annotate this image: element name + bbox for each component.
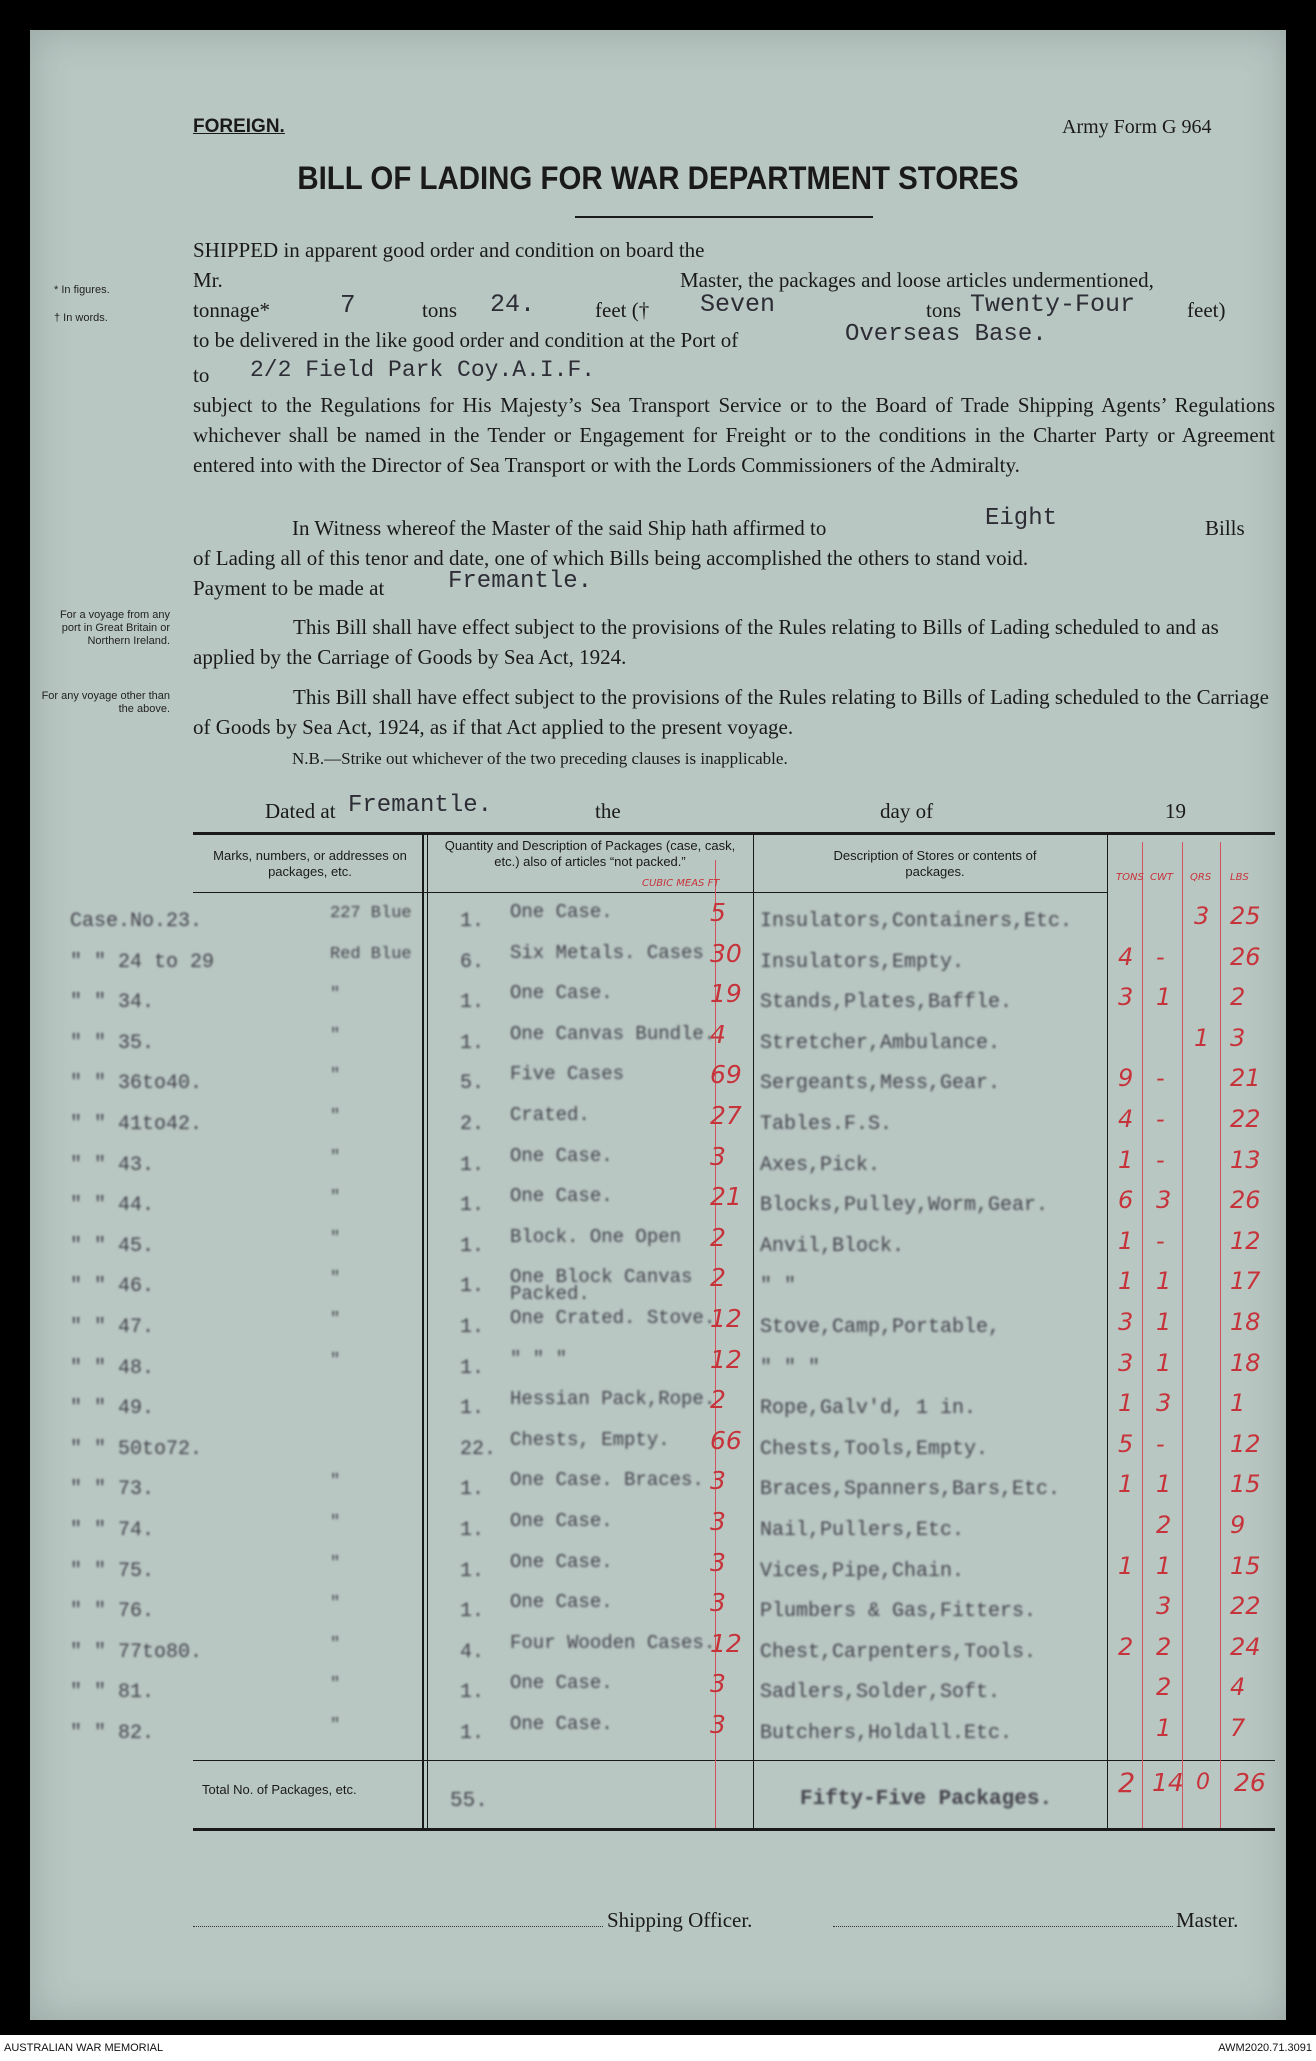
row-package: One Crated. Stove.: [510, 1307, 716, 1329]
shipping-officer-line: [193, 1926, 603, 1927]
red-col-qrs: [1220, 842, 1221, 1828]
row-qrs: 1: [1194, 1023, 1210, 1052]
payment-place: Fremantle.: [448, 568, 593, 595]
row-description: Rope,Galv'd, 1 in.: [760, 1397, 977, 1421]
row-tons: 1: [1118, 1551, 1134, 1580]
row-tons: 3: [1118, 983, 1134, 1012]
table-divider-3: [1107, 832, 1108, 1828]
row-cwt: 3: [1156, 1389, 1172, 1418]
total-label: Total No. of Packages, etc.: [202, 1782, 357, 1797]
total-quantity: 55.: [450, 1790, 488, 1813]
row-cubic-feet: 12: [710, 1304, 742, 1333]
row-cubic-feet: 2: [710, 1263, 726, 1293]
row-cwt: 1: [1156, 1551, 1172, 1580]
row-mark: " " 77to80.: [70, 1640, 203, 1664]
row-mark: " " 47.: [70, 1316, 155, 1339]
row-mark: " " 81.: [70, 1681, 155, 1705]
red-col-cwt: [1182, 842, 1183, 1828]
feet-words: Twenty-Four: [970, 290, 1136, 319]
row-mark-extra: ": [330, 1513, 341, 1532]
witness-line-2: of Lading all of this tenor and date, one of which Bills being accomplished the others to stand void.: [193, 546, 1029, 570]
row-cwt: 2: [1156, 1632, 1172, 1661]
row-quantity: 1.: [460, 1722, 485, 1745]
row-tons: 1: [1118, 1145, 1134, 1174]
row-mark-extra: ": [330, 1634, 341, 1654]
table-bottom-rule: [193, 1828, 1275, 1831]
shipped-line: SHIPPED in apparent good order and condition on board the: [193, 238, 705, 262]
row-quantity: 1.: [460, 1153, 485, 1177]
row-description: Braces,Spanners,Bars,Etc.: [760, 1478, 1061, 1502]
row-mark: " " 43.: [70, 1153, 155, 1177]
total-lbs: 26: [1234, 1768, 1266, 1797]
note-in-words: † In words.: [54, 312, 108, 324]
row-quantity: 1.: [460, 1275, 485, 1299]
clause-other: This Bill shall have effect subject to the provisions of the Rules relating to Bills of Lading scheduled to the Carriage of Goods by Sea Act, 1924, as if that Act applied to the present voyage.: [193, 685, 1269, 739]
tons-label: tons: [422, 298, 458, 322]
row-package: One Case.: [510, 1510, 613, 1532]
row-package: One Case.: [510, 1713, 613, 1735]
row-lbs: 15: [1230, 1470, 1261, 1499]
dated-at-value: Fremantle.: [348, 792, 493, 819]
row-cwt: -: [1156, 1145, 1165, 1174]
archive-reference: AWM2020.71.3091: [1218, 2042, 1312, 2054]
row-cubic-feet: 12: [710, 1628, 742, 1658]
row-tons: 1: [1118, 1389, 1134, 1418]
row-cubic-feet: 19: [710, 979, 742, 1009]
bills-label: Bills: [1205, 516, 1245, 540]
row-mark-extra: ": [330, 1594, 341, 1614]
row-quantity: 1.: [460, 1559, 485, 1583]
row-package: One Case.: [510, 1591, 613, 1614]
row-package: One Case.: [510, 1672, 613, 1695]
row-cubic-feet: 3: [710, 1710, 726, 1739]
row-cubic-feet: 3: [710, 1547, 726, 1577]
row-package: Crated.: [510, 1104, 590, 1126]
row-mark: " " 73.: [70, 1478, 155, 1502]
row-description: " " ": [760, 1356, 821, 1380]
row-package: One Case.: [510, 1144, 613, 1167]
row-package: One Case.: [510, 1185, 613, 1208]
row-tons: 3: [1118, 1348, 1134, 1377]
row-quantity: 1.: [460, 1600, 485, 1624]
row-mark: " " 35.: [70, 1031, 155, 1055]
regulations-paragraph: subject to the Regulations for His Majesty’s Sea Transport Service or to the Board of Trade Shipping Agents’ Regulations whichever shall be named in the Tender or Engagement for Freight or to the conditions in the Charter Party or Agreement entered into with the Director of Sea Transport or with the Lords Commissioners of the Admiralty.: [193, 393, 1275, 477]
row-quantity: 6.: [460, 950, 485, 974]
master-line: Master, the packages and loose articles undermentioned,: [680, 268, 1154, 292]
row-lbs: 24: [1230, 1632, 1261, 1661]
dated-at-label: Dated at: [265, 799, 336, 823]
row-tons: 5: [1118, 1429, 1134, 1458]
document-page: [30, 30, 1286, 2020]
master-label: Master.: [1176, 1908, 1239, 1932]
row-description: Sergeants,Mess,Gear.: [760, 1072, 1001, 1096]
row-cwt: -: [1156, 1105, 1165, 1133]
row-cubic-feet: 4: [710, 1019, 726, 1049]
col-marks-header: Marks, numbers, or addresses on packages, etc.: [213, 848, 407, 879]
row-lbs: 18: [1230, 1348, 1261, 1377]
row-tons: 1: [1118, 1470, 1134, 1499]
row-mark-extra: ": [330, 985, 341, 1005]
row-description: Stands,Plates,Baffle.: [760, 991, 1013, 1015]
row-quantity: 1.: [460, 1681, 485, 1705]
row-description: Vices,Pipe,Chain.: [760, 1559, 965, 1583]
port-value: Overseas Base.: [845, 321, 1047, 348]
row-cubic-feet: 66: [710, 1425, 742, 1455]
row-description: Stove,Camp,Portable,: [760, 1316, 1001, 1339]
row-quantity: 1.: [460, 1397, 485, 1421]
row-package: One Canvas Bundle.: [510, 1022, 716, 1045]
row-quantity: 1.: [460, 1478, 485, 1502]
row-cubic-feet: 3: [710, 1141, 726, 1171]
row-cubic-feet: 3: [710, 1588, 726, 1618]
delivery-line: to be delivered in the like good order and condition at the Port of: [193, 328, 739, 352]
row-cubic-feet: 69: [710, 1060, 742, 1090]
consignee-value: 2/2 Field Park Coy.A.I.F.: [250, 357, 596, 383]
row-mark-extra: ": [330, 1350, 341, 1370]
row-lbs: 18: [1230, 1308, 1261, 1336]
note-voyage-uk: For a voyage from any port in Great Britain or Northern Ireland.: [59, 609, 170, 647]
row-cwt: 3: [1156, 1186, 1172, 1215]
row-mark: " " 46.: [70, 1275, 155, 1299]
row-mark: " " 49.: [70, 1397, 155, 1421]
col-quantity-header: Quantity and Description of Packages (case, cask, etc.) also of articles “not packed.”: [444, 838, 736, 869]
row-mark-extra: ": [330, 1188, 341, 1208]
day-of-label: day of: [880, 799, 934, 823]
row-cubic-feet: 2: [710, 1385, 726, 1415]
row-package: Chests, Empty.: [510, 1428, 670, 1451]
row-description: " ": [760, 1275, 797, 1299]
row-cwt: 1: [1156, 1308, 1172, 1336]
row-description: Insulators,Containers,Etc.: [760, 910, 1073, 933]
row-description: Chest,Carpenters,Tools.: [760, 1640, 1037, 1664]
row-quantity: 4.: [460, 1640, 485, 1664]
archive-name: AUSTRALIAN WAR MEMORIAL: [4, 2042, 164, 2054]
row-description: Insulators,Empty.: [760, 950, 965, 974]
row-quantity: 1.: [460, 1031, 485, 1055]
head-qrs: QRS: [1190, 872, 1212, 883]
row-package: Hessian Pack,Rope.: [510, 1388, 716, 1411]
row-lbs: 3: [1230, 1023, 1246, 1052]
row-package: Block. One Open: [510, 1225, 682, 1248]
row-cubic-feet: 27: [710, 1101, 742, 1130]
row-description: Chests,Tools,Empty.: [760, 1437, 989, 1461]
row-package: One Case. Braces.: [510, 1469, 704, 1492]
row-description: Butchers,Holdall.Etc.: [760, 1722, 1013, 1745]
master-sign-line: [833, 1926, 1173, 1927]
red-col-tons: [1142, 842, 1143, 1828]
row-quantity: 1.: [460, 1316, 485, 1339]
archive-footer: [0, 2035, 1316, 2061]
note-in-figures: * In figures.: [54, 284, 110, 296]
row-lbs: 22: [1230, 1105, 1261, 1133]
row-mark: " " 44.: [70, 1194, 155, 1218]
row-mark-extra: ": [330, 1310, 341, 1329]
row-tons: 1: [1118, 1267, 1134, 1296]
row-lbs: 13: [1230, 1145, 1261, 1174]
total-tons: 2: [1118, 1768, 1136, 1799]
row-cwt: -: [1156, 1064, 1165, 1093]
head-lbs: LBS: [1230, 872, 1249, 883]
row-description: Sadlers,Solder,Soft.: [760, 1681, 1001, 1705]
row-description: Anvil,Block.: [760, 1234, 905, 1258]
row-mark-extra: ": [330, 1553, 341, 1573]
row-tons: 6: [1118, 1186, 1134, 1215]
col-description-header: Description of Stores or contents of packages.: [833, 848, 1037, 879]
document-title: BILL OF LADING FOR WAR DEPARTMENT STORES: [297, 160, 1019, 196]
row-lbs: 17: [1230, 1267, 1261, 1296]
to-label: to: [193, 363, 210, 387]
row-package: Four Wooden Cases.: [510, 1631, 716, 1654]
row-mark: " " 76.: [70, 1600, 155, 1624]
row-package: " " ": [510, 1347, 568, 1370]
row-lbs: 7: [1230, 1714, 1246, 1742]
row-lbs: 22: [1230, 1592, 1261, 1621]
row-mark-extra: ": [330, 1472, 341, 1492]
row-mark-extra: ": [330, 1675, 341, 1695]
tons-figure: 7: [340, 290, 356, 320]
nb-note: N.B.—Strike out whichever of the two preceding clauses is inapplicable.: [292, 749, 788, 768]
total-cwt: 14: [1152, 1768, 1184, 1797]
row-mark: " " 45.: [70, 1234, 155, 1258]
total-qrs: 0: [1196, 1770, 1210, 1795]
row-lbs: 2: [1230, 983, 1246, 1012]
row-description: Blocks,Pulley,Worm,Gear.: [760, 1194, 1049, 1218]
row-mark-extra: ": [330, 1025, 341, 1045]
row-lbs: 15: [1230, 1551, 1261, 1580]
row-cubic-feet: 12: [710, 1344, 742, 1374]
head-cwt: CWT: [1150, 872, 1173, 883]
row-cwt: 2: [1156, 1511, 1172, 1539]
note-voyage-other: For any voyage other than the above.: [41, 690, 170, 715]
form-number: Army Form G 964: [1062, 116, 1212, 138]
row-package: One Case.: [510, 901, 613, 923]
tons-label-2: tons: [926, 298, 962, 322]
row-cwt: -: [1156, 942, 1165, 971]
row-mark-extra: Red Blue: [330, 944, 412, 964]
row-cubic-feet: 2: [710, 1222, 726, 1252]
row-mark-extra: ": [330, 1228, 341, 1248]
row-cwt: 3: [1156, 1592, 1172, 1621]
row-cwt: -: [1156, 1429, 1165, 1458]
feet-figure: 24.: [490, 290, 536, 319]
table-divider-1b: [427, 832, 428, 1828]
row-quantity: 1.: [460, 1356, 485, 1380]
row-tons: 3: [1118, 1308, 1134, 1336]
row-description: Tables.F.S.: [760, 1113, 893, 1136]
row-quantity: 1.: [460, 1194, 485, 1218]
row-cwt: 1: [1156, 1267, 1172, 1296]
row-tons: 2: [1118, 1632, 1134, 1661]
row-quantity: 1.: [460, 1519, 485, 1542]
row-lbs: 21: [1230, 1064, 1261, 1093]
title-underline: [575, 216, 873, 218]
row-mark: " " 48.: [70, 1356, 155, 1380]
row-tons: 4: [1118, 942, 1134, 971]
row-lbs: 1: [1230, 1389, 1246, 1418]
row-lbs: 12: [1230, 1226, 1261, 1255]
row-cwt: 1: [1156, 983, 1172, 1012]
row-mark-extra: ": [330, 1716, 341, 1735]
row-mark: " " 50to72.: [70, 1437, 203, 1461]
row-mark: " " 74.: [70, 1519, 155, 1542]
row-quantity: 1.: [460, 991, 485, 1015]
clause-uk: This Bill shall have effect subject to the provisions of the Rules relating to Bills of Lading scheduled to and as applied by the Carriage of Goods by Sea Act, 1924.: [193, 615, 1219, 669]
cubic-feet-header: CUBIC MEAS FT: [642, 878, 720, 889]
year-label: 19: [1165, 799, 1186, 823]
table-divider-1: [422, 832, 424, 1828]
shipping-officer-label: Shipping Officer.: [607, 1908, 753, 1932]
row-mark: " " 24 to 29: [70, 950, 215, 974]
total-description: Fifty-Five Packages.: [800, 1788, 1053, 1811]
row-package: Six Metals. Cases: [510, 941, 704, 964]
row-qrs: 3: [1194, 902, 1210, 930]
row-mark: " " 34.: [70, 991, 155, 1015]
row-lbs: 26: [1230, 942, 1261, 971]
row-description: Plumbers & Gas,Fitters.: [760, 1600, 1037, 1624]
row-description: Nail,Pullers,Etc.: [760, 1519, 965, 1542]
row-quantity: 22.: [460, 1437, 497, 1461]
head-tons: TONS: [1116, 872, 1144, 883]
the-label: the: [595, 799, 621, 823]
row-lbs: 4: [1230, 1673, 1246, 1702]
row-mark: " " 75.: [70, 1559, 155, 1583]
row-mark: " " 36to40.: [70, 1072, 203, 1096]
table-total-rule: [193, 1760, 1275, 1761]
row-cwt: 1: [1156, 1348, 1172, 1377]
row-mark: " " 41to42.: [70, 1113, 203, 1136]
bills-count: Eight: [985, 505, 1058, 532]
row-lbs: 25: [1230, 902, 1261, 930]
row-mark-extra: 227 Blue: [330, 904, 412, 923]
table-header-rule: [193, 892, 1107, 893]
row-tons: 9: [1118, 1064, 1134, 1093]
payment-label: Payment to be made at: [193, 576, 385, 600]
row-cwt: 2: [1156, 1673, 1172, 1702]
row-cwt: 1: [1156, 1714, 1172, 1742]
row-cubic-feet: 21: [710, 1182, 742, 1212]
row-lbs: 9: [1230, 1511, 1246, 1539]
row-quantity: 2.: [460, 1113, 485, 1136]
row-package: One Case.: [510, 982, 613, 1005]
row-quantity: 1.: [460, 910, 485, 933]
row-quantity: 5.: [460, 1072, 485, 1096]
table-top-rule: [193, 832, 1275, 835]
row-cubic-feet: 3: [710, 1669, 726, 1699]
row-lbs: 12: [1230, 1429, 1261, 1458]
tonnage-label: tonnage*: [193, 298, 270, 322]
table-divider-2: [753, 832, 754, 1828]
row-tons: 4: [1118, 1105, 1134, 1133]
row-quantity: 1.: [460, 1234, 485, 1258]
row-mark-extra: ": [330, 1147, 341, 1167]
foreign-label: FOREIGN.: [193, 116, 285, 137]
row-cubic-feet: 30: [710, 938, 742, 968]
row-mark: " " 82.: [70, 1722, 155, 1745]
row-cwt: 1: [1156, 1470, 1172, 1499]
row-mark-extra: ": [330, 1107, 341, 1126]
feet-label: feet (†: [595, 298, 650, 322]
row-description: Stretcher,Ambulance.: [760, 1031, 1001, 1055]
row-lbs: 26: [1230, 1186, 1261, 1215]
feet-label-2: feet): [1187, 298, 1226, 322]
tons-words: Seven: [700, 290, 776, 319]
row-description: Axes,Pick.: [760, 1153, 881, 1177]
row-cubic-feet: 5: [710, 898, 726, 927]
row-tons: 1: [1118, 1226, 1134, 1255]
row-cubic-feet: 3: [710, 1466, 726, 1496]
row-package: One Case.: [510, 1550, 613, 1573]
row-mark: Case.No.23.: [70, 910, 203, 933]
row-package: Five Cases: [510, 1063, 625, 1086]
row-package: One Block Canvas Packed.: [510, 1266, 693, 1306]
row-mark-extra: ": [330, 1269, 341, 1289]
witness-line-1: In Witness whereof the Master of the said Ship hath affirmed to: [292, 516, 827, 540]
mr-label: Mr.: [193, 268, 223, 292]
row-cubic-feet: 3: [710, 1507, 726, 1536]
row-mark-extra: ": [330, 1066, 341, 1086]
row-cwt: -: [1156, 1226, 1165, 1255]
